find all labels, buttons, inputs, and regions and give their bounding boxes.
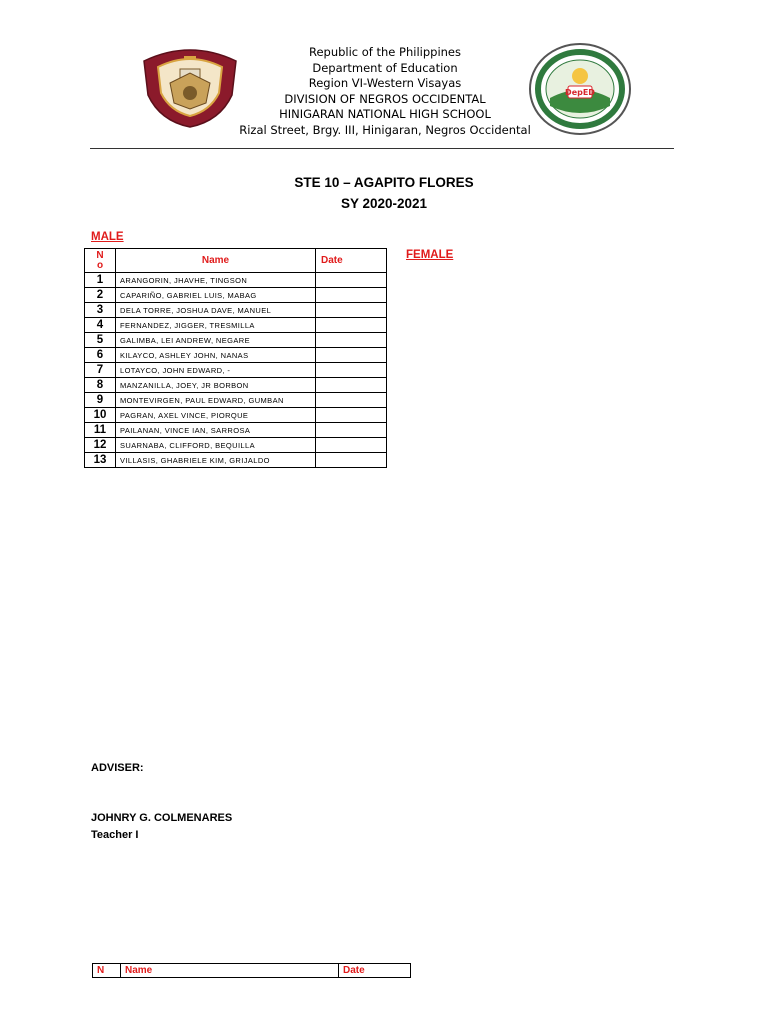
school-letterhead [230, 45, 540, 138]
column-header-date: Date [316, 249, 387, 273]
svg-text:DepED: DepED [565, 88, 595, 97]
table-row [85, 303, 387, 318]
student-name: MONTEVIRGEN, PAUL EDWARD, GUMBAN [116, 393, 316, 408]
student-name: FERNANDEZ, JIGGER, TRESMILLA [116, 318, 316, 333]
student-name: GALIMBA, LEI ANDREW, NEGARE [116, 333, 316, 348]
letterhead-line: HINIGARAN NATIONAL HIGH SCHOOL [279, 107, 491, 121]
row-number: 3 [85, 303, 116, 318]
row-number: 6 [85, 348, 116, 363]
student-name: PAGRAN, AXEL VINCE, PIORQUE [116, 408, 316, 423]
letterhead-line: Department of Education [312, 60, 458, 75]
column-header-name: Name [121, 964, 339, 978]
division-seal-icon [528, 42, 632, 136]
date-cell [316, 423, 387, 438]
row-number: 7 [85, 363, 116, 378]
table-row [85, 318, 387, 333]
female-roster-table [92, 963, 411, 978]
column-header-name: Name [116, 249, 316, 273]
table-header-row [93, 964, 411, 978]
header-divider [90, 148, 674, 149]
date-cell [316, 288, 387, 303]
table-row [85, 288, 387, 303]
date-cell [316, 333, 387, 348]
letterhead-line: Region VI-Western Visayas [308, 76, 462, 90]
student-name: CAPARIÑO, GABRIEL LUIS, MABAG [116, 288, 316, 303]
date-cell [316, 408, 387, 423]
date-cell [316, 453, 387, 468]
row-number: 5 [85, 333, 116, 348]
table-row [85, 348, 387, 363]
row-number: 2 [85, 288, 116, 303]
row-number: 13 [85, 453, 116, 468]
adviser-name: JOHNRY G. COLMENARES [91, 812, 233, 824]
date-cell [316, 318, 387, 333]
row-number: 1 [85, 273, 116, 288]
student-name: DELA TORRE, JOSHUA DAVE, MANUEL [116, 303, 316, 318]
column-header-date: Date [339, 964, 411, 978]
table-row [85, 423, 387, 438]
row-number: 8 [85, 378, 116, 393]
table-row [85, 438, 387, 453]
date-cell [316, 348, 387, 363]
table-row [85, 363, 387, 378]
date-cell [316, 303, 387, 318]
student-name: KILAYCO, ASHLEY JOHN, NANAS [116, 348, 316, 363]
male-roster-table [84, 248, 387, 468]
student-name: VILLASIS, GHABRIELE KIM, GRIJALDO [116, 453, 316, 468]
date-cell [316, 273, 387, 288]
male-section-label: MALE [91, 231, 124, 243]
student-name: MANZANILLA, JOEY, JR BORBON [116, 378, 316, 393]
table-row [85, 393, 387, 408]
table-row [85, 453, 387, 468]
table-row [85, 333, 387, 348]
table-row [85, 273, 387, 288]
female-section-label: FEMALE [406, 249, 454, 261]
table-header-row [85, 249, 387, 273]
student-name: LOTAYCO, JOHN EDWARD, - [116, 363, 316, 378]
row-number: 10 [85, 408, 116, 423]
document-title [234, 172, 534, 214]
column-header-no: N o [85, 249, 116, 273]
row-number: 12 [85, 438, 116, 453]
student-name: ARANGORIN, JHAVHE, TINGSON [116, 273, 316, 288]
table-row [85, 378, 387, 393]
school-year: SY 2020-2021 [340, 196, 428, 211]
table-row [85, 408, 387, 423]
deped-seal-icon [140, 43, 240, 128]
date-cell [316, 393, 387, 408]
student-name: SUARNABA, CLIFFORD, BEQUILLA [116, 438, 316, 453]
row-number: 11 [85, 423, 116, 438]
letterhead-line: Republic of the Philippines [308, 45, 462, 59]
letterhead-line: DIVISION OF NEGROS OCCIDENTAL [284, 91, 486, 106]
adviser-position: Teacher I [91, 829, 139, 841]
row-number: 4 [85, 318, 116, 333]
date-cell [316, 438, 387, 453]
letterhead-line: Rizal Street, Brgy. III, Hinigaran, Negros Occidental [239, 122, 531, 137]
date-cell [316, 363, 387, 378]
row-number: 9 [85, 393, 116, 408]
column-header-no: N [93, 964, 121, 978]
adviser-label: ADVISER: [91, 762, 144, 774]
student-name: PAILANAN, VINCE IAN, SARROSA [116, 423, 316, 438]
section-title: STE 10 – AGAPITO FLORES [294, 175, 474, 190]
date-cell [316, 378, 387, 393]
